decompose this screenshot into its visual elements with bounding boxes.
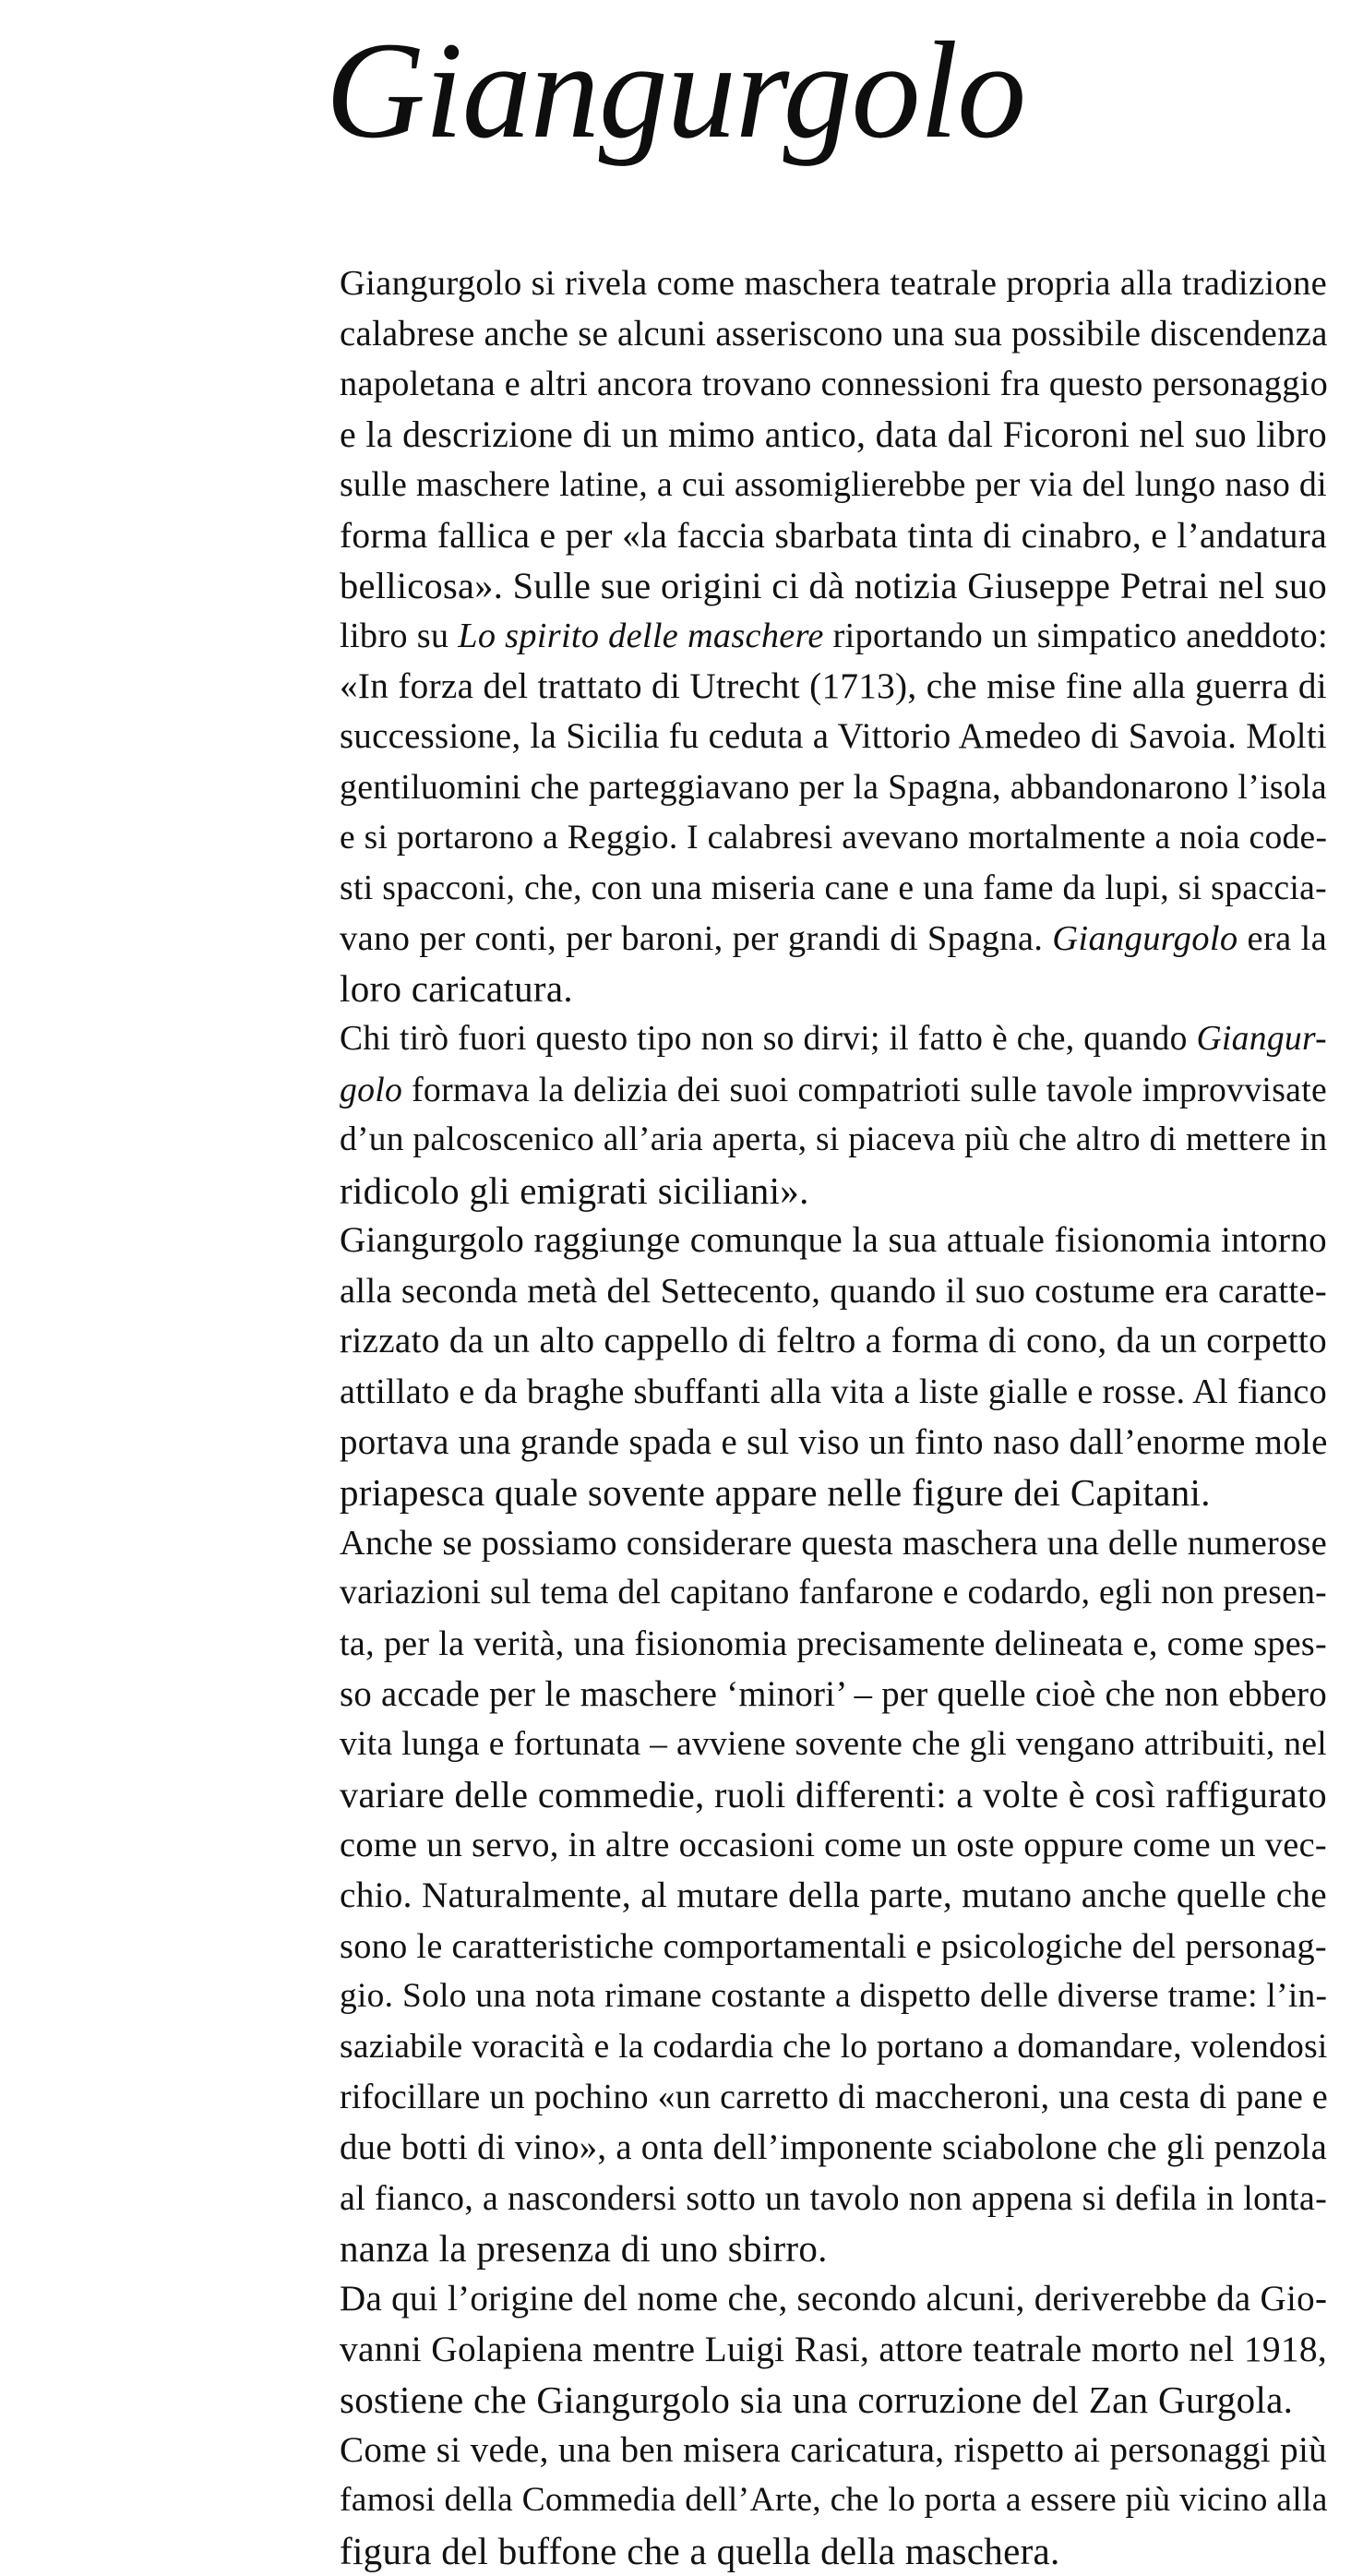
text-line: Giangurgolo raggiunge comunque la sua attuale fisionomia intorno bbox=[340, 1220, 1327, 1261]
text-line: vanni Golapiena mentre Luigi Rasi, attore teatrale morto nel 1918, bbox=[340, 2329, 1327, 2370]
text-line: rifocillare un pochino «un carretto di maccheroni, una cesta di pane e bbox=[340, 2078, 1328, 2117]
text-segment: formava la delizia dei suoi compatrioti sulle tavole improvvisate bbox=[402, 1070, 1327, 1109]
text-line: gio. Solo una nota rimane costante a dispetto delle diverse trame: l’in- bbox=[340, 1977, 1328, 2016]
text-line: variare delle commedie, ruoli differenti: a volte è così raffigurato bbox=[340, 1773, 1327, 1815]
text-line: portava una grande spada e sul viso un finto naso dall’enorme mole bbox=[340, 1421, 1328, 1462]
italic-title: Giangurgolo bbox=[1052, 918, 1238, 958]
text-line bbox=[340, 1065, 1327, 1116]
text-line: Da qui l’origine del nome che, secondo alcuni, deriverebbe da Gio- bbox=[340, 2278, 1328, 2318]
article-body bbox=[340, 258, 1327, 2576]
text-line: bellicosa». Sulle sue origini ci dà notizia Giuseppe Petrai nel suo bbox=[340, 564, 1327, 606]
text-line: forma fallica e per «la faccia sbarbata tinta di cinabro, e l’andatura bbox=[340, 514, 1327, 556]
text-line: ta, per la verità, una fisionomia precisamente delineata e, come spes- bbox=[340, 1624, 1327, 1664]
text-line: Giangurgolo si rivela come maschera teatrale propria alla tradizione bbox=[340, 264, 1327, 303]
text-line: sostiene che Giangurgolo sia una corruzione del Zan Gurgola. bbox=[340, 2378, 1294, 2421]
text-line: Come si vede, una ben misera caricatura, rispetto ai personaggi più bbox=[340, 2429, 1327, 2470]
page-title: Giangurgolo bbox=[325, 14, 1026, 167]
text-line: nanza la presenza di uno sbirro. bbox=[340, 2227, 828, 2270]
italic-title: Giangur- bbox=[1196, 1019, 1327, 1058]
text-line: d’un palcoscenico all’aria aperta, si piaceva più che altro di mettere in bbox=[340, 1120, 1328, 1159]
text-line: ridicolo gli emigrati siciliani». bbox=[340, 1168, 809, 1212]
text-line: vita lunga e fortunata – avviene sovente che gli vengano attribuiti, nel bbox=[340, 1725, 1327, 1764]
text-line: calabrese anche se alcuni asseriscono una sua possibile discendenza bbox=[340, 314, 1328, 353]
text-segment: riportando un simpatico aneddoto: bbox=[823, 617, 1328, 656]
text-line: chio. Naturalmente, al mutare della parte, mutano anche quelle che bbox=[340, 1875, 1327, 1915]
text-segment: Chi tirò fuori questo tipo non so dirvi; il fatto è che, quando bbox=[340, 1019, 1197, 1058]
text-line: e si portarono a Reggio. I calabresi avevano mortalmente a noia code- bbox=[340, 818, 1328, 857]
text-line: sulle maschere latine, a cui assomiglierebbe per via del lungo naso di bbox=[340, 465, 1327, 505]
text-line: napoletana e altri ancora trovano connessioni fra questo personaggio bbox=[340, 365, 1329, 404]
text-line bbox=[340, 611, 1327, 662]
text-segment: libro su bbox=[340, 617, 459, 656]
text-line: famosi della Commedia dell’Arte, che lo porta a essere più vicino alla bbox=[340, 2481, 1328, 2520]
text-segment: vano per conti, per baroni, per grandi di Spagna. bbox=[340, 918, 1053, 958]
text-line: variazioni sul tema del capitano fanfarone e codardo, egli non presen- bbox=[340, 1574, 1327, 1612]
text-line: rizzato da un alto cappello di feltro a forma di cono, da un corpetto bbox=[340, 1321, 1327, 1361]
text-line bbox=[340, 914, 1327, 965]
text-line: successione, la Sicilia fu ceduta a Vittorio Amedeo di Savoia. Molti bbox=[340, 716, 1327, 757]
text-line: sti spacconi, che, con una miseria cane e una fame da lupi, si spaccia- bbox=[340, 869, 1327, 908]
text-line: come un servo, in altre occasioni come un oste oppure come un vec- bbox=[340, 1826, 1327, 1865]
text-line: figura del buffone che a quella della maschera. bbox=[340, 2529, 1060, 2572]
text-segment: era la bbox=[1237, 918, 1327, 958]
text-line: loro caricatura. bbox=[340, 967, 573, 1011]
italic-title: Lo spirito delle maschere bbox=[458, 617, 824, 656]
text-line: sono le caratteristiche comportamentali e psicologiche del personag- bbox=[340, 1926, 1327, 1966]
text-line: alla seconda metà del Settecento, quando il suo costume era caratte- bbox=[340, 1271, 1327, 1311]
italic-title: golo bbox=[340, 1070, 403, 1109]
text-line: saziabile voracità e la codardia che lo portano a domandare, volendosi bbox=[340, 2027, 1328, 2066]
text-line: e la descrizione di un mimo antico, data dal Ficoroni nel suo libro bbox=[340, 413, 1327, 455]
text-line: priapesca quale sovente appare nelle figure dei Capitani. bbox=[340, 1471, 1211, 1515]
text-line: so accade per le maschere ‘minori’ – per quelle cioè che non ebbero bbox=[340, 1674, 1327, 1714]
text-line: al fianco, a nascondersi sotto un tavolo non appena si defila in lonta- bbox=[340, 2178, 1328, 2218]
text-line: due botti di vino», a onta dell’imponente sciabolone che gli penzola bbox=[340, 2127, 1328, 2167]
text-line: «In forza del trattato di Utrecht (1713), che mise fine alla guerra di bbox=[340, 665, 1327, 706]
text-line: attillato e da braghe sbuffanti alla vita a liste gialle e rosse. Al fianco bbox=[340, 1372, 1327, 1412]
text-line: Anche se possiamo considerare questa maschera una delle numerose bbox=[340, 1523, 1327, 1563]
text-line bbox=[340, 1014, 1327, 1065]
text-line: gentiluomini che parteggiavano per la Spagna, abbandonarono l’isola bbox=[340, 767, 1327, 807]
